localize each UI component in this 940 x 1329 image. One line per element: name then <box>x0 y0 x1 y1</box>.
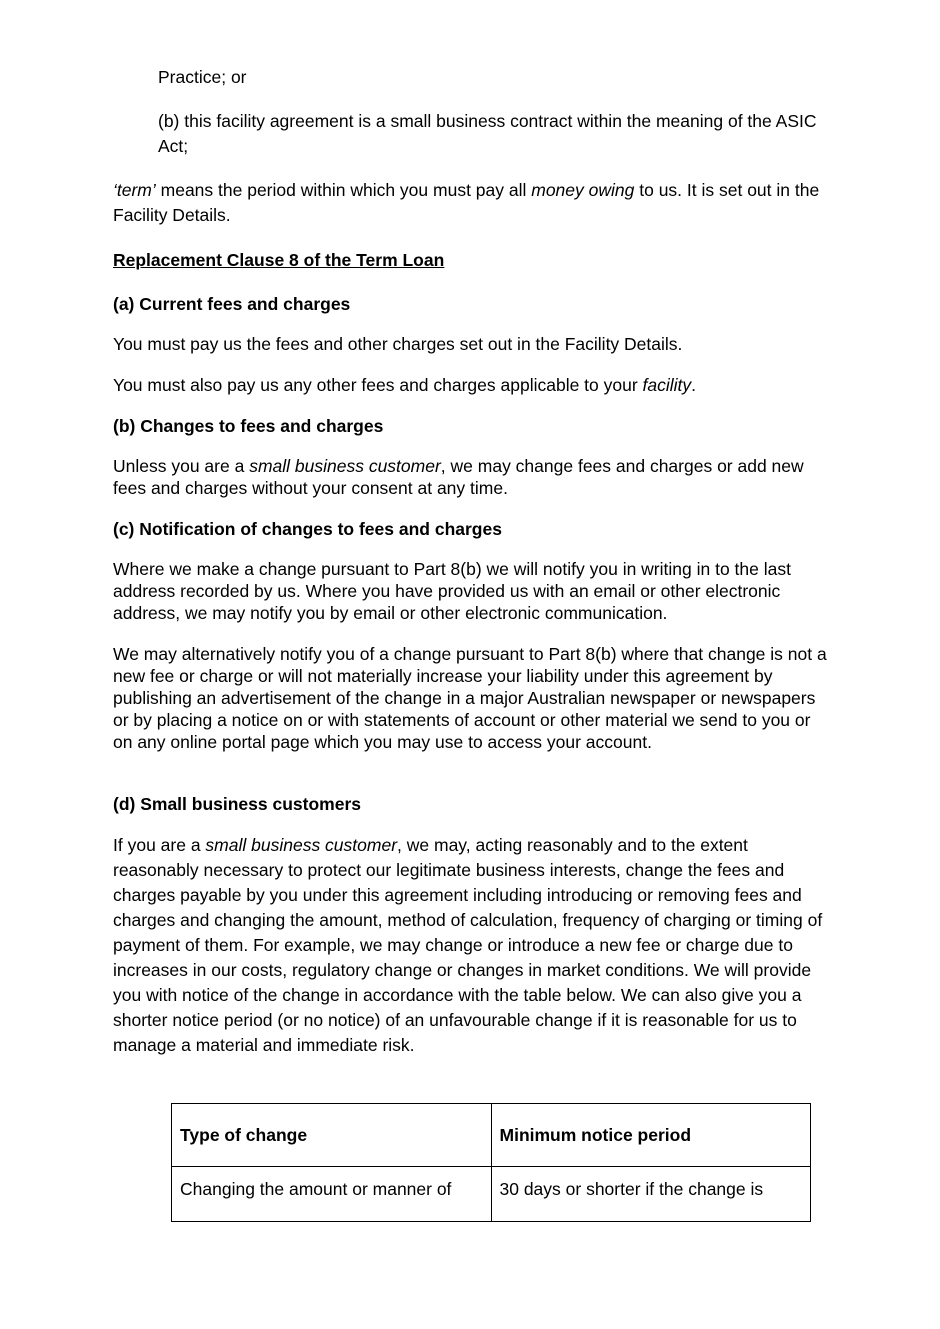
practice-line: Practice; or <box>158 67 247 87</box>
table-header-row <box>172 1104 811 1167</box>
heading-c: (c) Notification of changes to fees and charges <box>113 519 502 539</box>
d-p1-end: , we may, acting reasonably and to the extent reasonably necessary to protect our legitimate business interests, change the fees and charges payable by you under this agreement including introducing or removing fees and charges and changing the amount, method of calculation, frequency of charging or timing of payment of them. For example, we may change or introduce a new fee or charge due to increases in our costs, regulatory change or changes in market conditions. We will provide you with notice of the change in accordance with the table below. We can also give you a shorter notice period (or no notice) of an unfavourable change if it is reasonable for us to manage a material and immediate risk. <box>113 835 823 1055</box>
b-p1-start: Unless you are a <box>113 456 250 476</box>
table-cell: Changing the amount or manner of <box>172 1167 492 1222</box>
term-definition <box>113 178 828 228</box>
replacement-clause-heading: Replacement Clause 8 of the Term Loan <box>113 250 445 270</box>
table-cell: 30 days or shorter if the change is <box>491 1167 811 1222</box>
a-p2-end: . <box>691 375 697 395</box>
facility-text: facility <box>642 375 692 395</box>
c-paragraph-2: We may alternatively notify you of a change pursuant to Part 8(b) where that change is not a new fee or charge or will not materially increase your liability under this agreement by publishing an advertisement of the change in a major Australian newspaper or newspapers or by placing a notice on or with statements of account or other material we send to you or on any online portal page which you may use to access your account. <box>113 644 827 752</box>
c-paragraph-1: Where we make a change pursuant to Part 8(b) we will notify you in writing in to the last address recorded by us. Where you have provided us with an email or other electronic address, we may notify you by email or other electronic communication. <box>113 559 791 623</box>
small-business-customer-text: small business customer <box>249 456 441 476</box>
clause-b-item: (b) this facility agreement is a small business contract within the meaning of the ASIC Act; <box>158 111 817 156</box>
b-p1-end: , we may change fees and charges or add new fees and charges without your consent at any time. <box>113 456 804 498</box>
table-header-cell: Minimum notice period <box>491 1104 811 1167</box>
table-row <box>172 1167 811 1222</box>
small-business-customer-text-d: small business customer <box>205 835 398 855</box>
a-p2-start: You must also pay us any other fees and charges applicable to your <box>113 375 643 395</box>
money-owing-text: money owing <box>531 180 635 200</box>
notice-period-table <box>171 1103 811 1222</box>
heading-a: (a) Current fees and charges <box>113 294 351 314</box>
a-paragraph-1: You must pay us the fees and other charges set out in the Facility Details. <box>113 334 683 354</box>
heading-d: (d) Small business customers <box>113 794 361 814</box>
b-paragraph-1 <box>113 455 828 499</box>
term-word: ‘term’ <box>113 180 156 200</box>
term-def-mid: means the period within which you must pay all <box>155 180 532 200</box>
heading-b: (b) Changes to fees and charges <box>113 416 384 436</box>
table-header-cell: Type of change <box>172 1104 492 1167</box>
term-def-end: to us. It is set out in the Facility Details. <box>113 180 820 225</box>
a-paragraph-2 <box>113 373 828 398</box>
d-p1-start: If you are a <box>113 835 206 855</box>
d-paragraph-1 <box>113 833 828 1058</box>
